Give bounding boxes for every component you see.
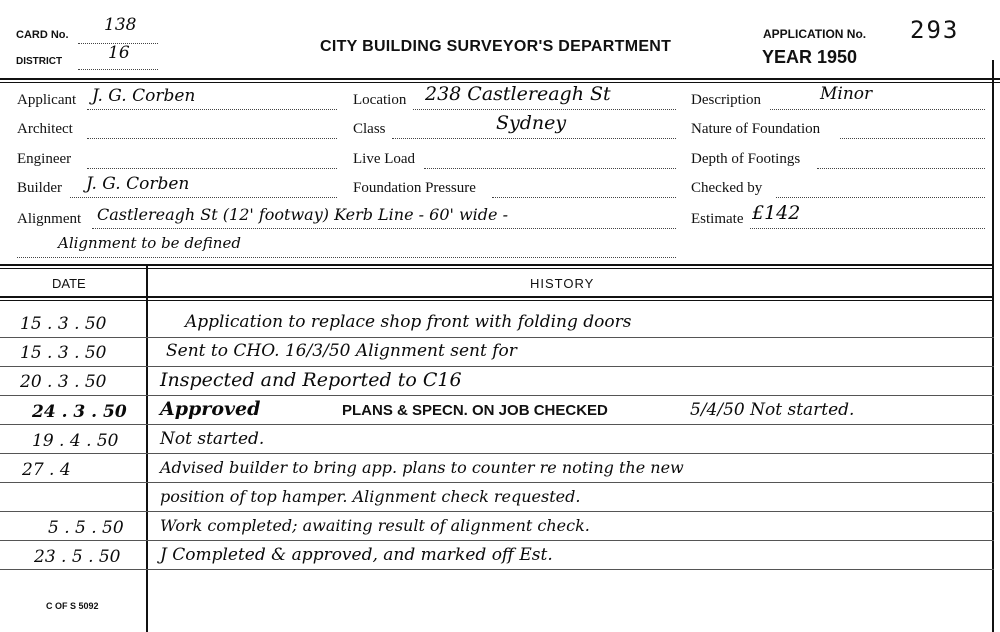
description-line [770,109,985,110]
checked-by-line [776,197,985,198]
history-row-1-date: 15 . 3 . 50 [20,314,107,334]
history-row-4-tail: 5/4/50 Not started. [690,400,855,420]
applicant-label: Applicant [17,92,77,108]
date-header: DATE [52,276,86,291]
history-row-2-date: 15 . 3 . 50 [20,343,107,363]
live-load-label: Live Load [353,151,416,167]
location-value: 238 Castlereagh St [425,83,611,105]
alignment-value-2: Alignment to be defined [58,234,241,252]
builder-label: Builder [17,180,62,196]
alignment-value: Castlereagh St (12' footway) Kerb Line - 60' wide - [97,205,508,224]
ruled-line [0,337,994,338]
architect-label: Architect [17,121,73,137]
top-rule [0,78,1000,80]
history-row-8-date: 5 . 5 . 50 [48,518,124,538]
checked-by-label: Checked by [691,180,763,196]
history-header: HISTORY [530,276,595,291]
applicant-value: J. G. Corben [92,86,196,106]
history-row-9-date: 23 . 5 . 50 [34,547,121,567]
alignment-label: Alignment [17,211,82,227]
location-line [413,109,676,110]
foundation-pressure-label: Foundation Pressure [353,180,476,196]
engineer-line [87,168,337,169]
ruled-line [0,366,994,367]
history-row-7-text: position of top hamper. Alignment check requested. [160,487,581,506]
ruled-line [0,395,994,396]
history-row-6-date: 27 . 4 [22,460,71,480]
history-row-8-text: Work completed; awaiting result of alignment check. [160,516,590,535]
nature-of-foundation-line [840,138,985,139]
description-label: Description [691,92,761,108]
card-no-value: 138 [104,15,137,35]
application-no-label: APPLICATION No. [763,27,867,41]
estimate-label: Estimate [691,211,744,227]
ruled-line [0,511,994,512]
history-top-rule [0,264,994,266]
engineer-label: Engineer [17,151,72,167]
applicant-line [87,109,337,110]
history-row-3-date: 20 . 3 . 50 [20,372,107,392]
ruled-line [0,540,994,541]
application-no-value: 293 [910,16,960,44]
history-row-1-text: Application to replace shop front with folding doors [185,312,632,332]
estimate-line [750,228,985,229]
history-row-6-text: Advised builder to bring app. plans to counter re noting the new [160,458,684,477]
history-header-rule-inner [0,300,994,301]
ruled-line [0,569,994,570]
architect-line [87,138,337,139]
depth-of-footings-line [817,168,985,169]
history-row-4-date: 24 . 3 . 50 [32,402,127,422]
form-code: C OF S 5092 [46,601,99,611]
plans-checked-stamp: PLANS & SPECN. ON JOB CHECKED [342,402,608,419]
district-value: 16 [108,43,130,63]
district-line [78,69,158,70]
ruled-line [0,424,994,425]
ruled-line [0,482,994,483]
district-label: DISTRICT [16,56,63,67]
live-load-line [424,168,676,169]
class-value: Sydney [496,112,567,134]
history-row-3-text: Inspected and Reported to C16 [160,369,462,391]
department-title: CITY BUILDING SURVEYOR'S DEPARTMENT [320,38,672,55]
alignment-line-2 [17,257,676,258]
history-row-9-text: J Completed & approved, and marked off Est. [160,545,553,565]
nature-of-foundation-label: Nature of Foundation [691,121,821,137]
ruled-line [0,453,994,454]
class-line [392,138,676,139]
card-no-label: CARD No. [16,29,69,41]
history-row-5-text: Not started. [160,429,265,449]
description-value: Minor [820,84,873,104]
foundation-pressure-line [492,197,676,198]
history-top-rule-inner [0,268,994,269]
history-header-rule [0,296,994,298]
builder-line [70,197,337,198]
history-row-4-text: Approved [160,398,261,420]
history-row-2-text: Sent to CHO. 16/3/50 Alignment sent for [166,341,517,361]
builder-value: J. G. Corben [86,174,190,194]
location-label: Location [353,92,407,108]
class-label: Class [353,121,386,137]
right-edge [992,60,994,632]
estimate-value: £142 [752,202,801,224]
year-label: YEAR 1950 [762,47,858,67]
alignment-line [92,228,676,229]
history-row-5-date: 19 . 4 . 50 [32,431,119,451]
date-column-divider [146,266,148,632]
depth-of-footings-label: Depth of Footings [691,151,801,167]
